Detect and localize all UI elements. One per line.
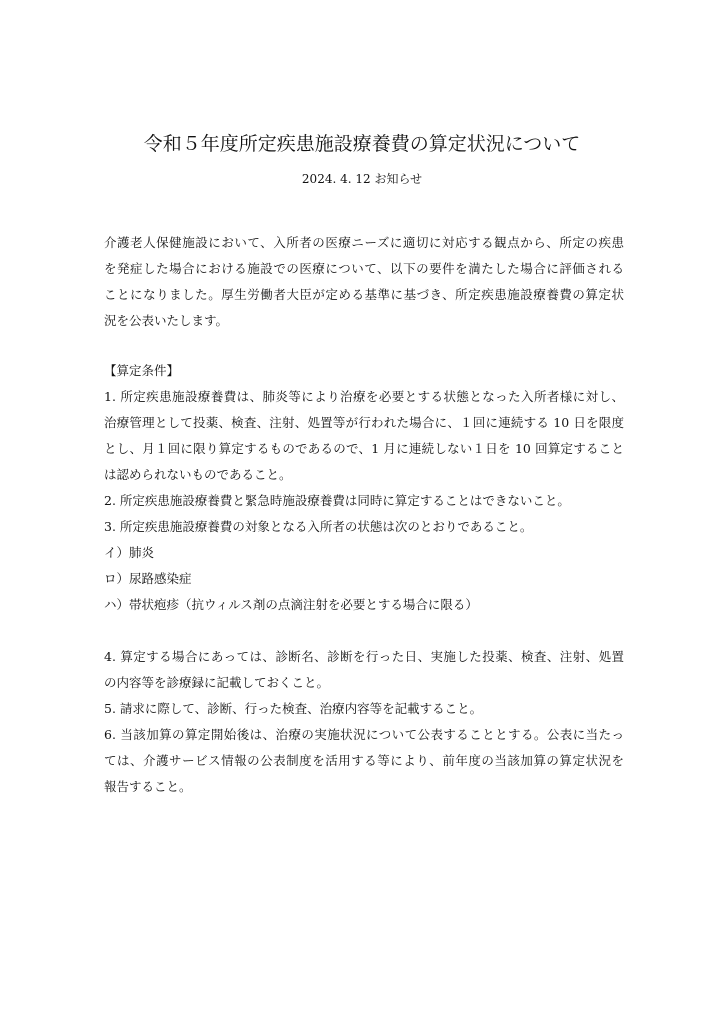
condition-line: 1. 所定疾患施設療養費は、肺炎等により治療を必要とする状態となった入所者様に対し、 [104, 389, 624, 404]
condition-line: 6. 当該加算の算定開始後は、治療の実施状況について公表することとする。公表に当たっ [104, 727, 624, 742]
intro-line: 況を公表いたします。 [104, 313, 229, 328]
condition-line: イ）肺炎 [104, 545, 155, 560]
condition-line: 3. 所定疾患施設療養費の対象となる入所者の状態は次のとおりであること。 [104, 519, 533, 534]
conditions-section [104, 358, 624, 618]
condition-line: は認められないものであること。 [104, 467, 292, 482]
condition-line: 5. 請求に際して、診断、行った検査、治療内容等を記載すること。 [104, 701, 483, 716]
condition-line: の内容等を診療録に記載しておくこと。 [104, 675, 330, 690]
condition-line: 2. 所定疾患施設療養費と緊急時施設療養費は同時に算定することはできないこと。 [104, 493, 570, 508]
intro-paragraph [104, 230, 624, 334]
condition-line: ハ）帯状疱疹（抗ウィルス剤の点滴注射を必要とする場合に限る） [104, 597, 478, 612]
condition-line: 報告すること。 [104, 779, 192, 794]
conditions-section-continued [104, 644, 624, 800]
condition-line: ロ）尿路感染症 [104, 571, 192, 586]
intro-line: を発症した場合における施設での医療について、以下の要件を満たした場合に評価される [104, 261, 624, 276]
condition-line: 治療管理として投薬、検査、注射、処置等が行われた場合に、１回に連続する 10 日を限度 [104, 415, 624, 430]
conditions-heading: 【算定条件】 [104, 363, 180, 378]
announcement-date: 2024. 4. 12 お知らせ [301, 172, 423, 186]
condition-line: ては、介護サービス情報の公表制度を活用する等により、前年度の当該加算の算定状況を [104, 753, 624, 768]
condition-line: 4. 算定する場合にあっては、診断名、診断を行った日、実施した投薬、検査、注射、処置 [104, 649, 624, 664]
intro-line: 介護老人保健施設において、入所者の医療ニーズに適切に対応する観点から、所定の疾患 [104, 235, 624, 250]
intro-line: ことになりました。厚生労働者大臣が定める基準に基づき、所定疾患施設療養費の算定状 [104, 287, 624, 302]
page-title: 令和５年度所定疾患施設療養費の算定状況について [143, 133, 581, 155]
condition-line: とし、月１回に限り算定するものであるので、1 月に連続しない１日を 10 回算定すること [104, 441, 624, 456]
